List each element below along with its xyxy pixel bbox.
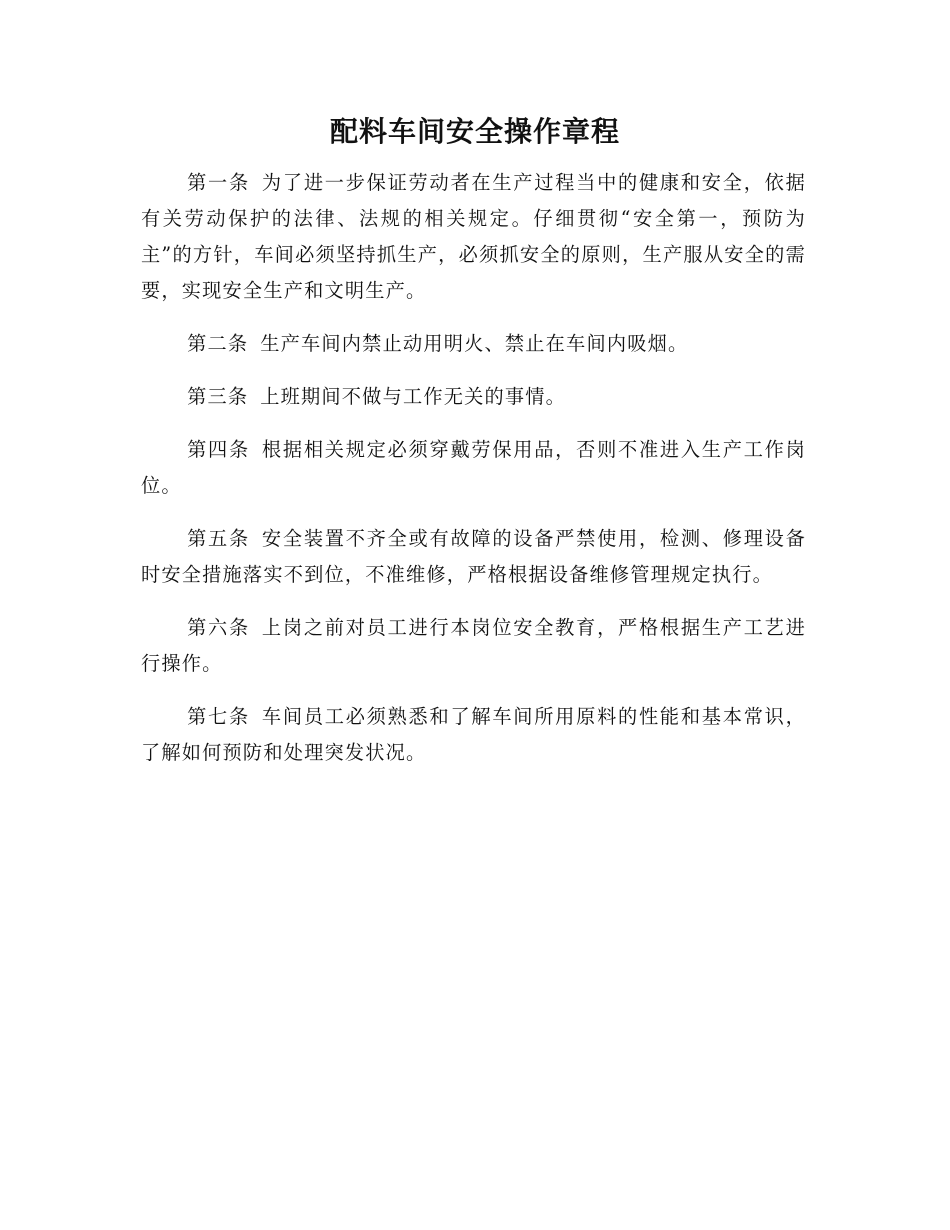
article-number: 第六条 (187, 616, 250, 639)
article-6 (141, 610, 806, 682)
article-number: 第七条 (187, 705, 250, 728)
article-number: 第二条 (187, 332, 249, 355)
document-body (141, 165, 806, 788)
article-7 (141, 699, 806, 771)
article-text: 为了进一步保证劳动者在生产过程当中的健康和安全，依据有关劳动保护的法律、法规的相关规定。仔细贯彻“安全第一，预防为主”的方针，车间必须坚持抓生产，必须抓安全的原则，生产服从安全的需要，实现安全生产和文明生产。 (141, 171, 806, 302)
article-text: 根据相关规定必须穿戴劳保用品，否则不准进入生产工作岗位。 (141, 438, 806, 497)
article-text: 上岗之前对员工进行本岗位安全教育，严格根据生产工艺进行操作。 (141, 616, 806, 675)
article-2 (141, 326, 806, 362)
article-text: 车间员工必须熟悉和了解车间所用原料的性能和基本常识，了解如何预防和处理突发状况。 (141, 705, 806, 764)
article-text: 生产车间内禁止动用明火、禁止在车间内吸烟。 (260, 332, 689, 355)
article-text: 上班期间不做与工作无关的事情。 (260, 385, 567, 408)
article-3 (141, 379, 806, 415)
article-5 (141, 521, 806, 593)
article-number: 第三条 (187, 385, 249, 408)
article-number: 第四条 (187, 438, 250, 461)
article-1 (141, 165, 806, 309)
article-number: 第五条 (187, 527, 250, 550)
article-number: 第一条 (187, 171, 250, 194)
document-title: 配料车间安全操作章程 (329, 115, 620, 148)
article-4 (141, 432, 806, 504)
article-text: 安全装置不齐全或有故障的设备严禁使用，检测、修理设备时安全措施落实不到位，不准维修，严格根据设备维修管理规定执行。 (141, 527, 806, 586)
